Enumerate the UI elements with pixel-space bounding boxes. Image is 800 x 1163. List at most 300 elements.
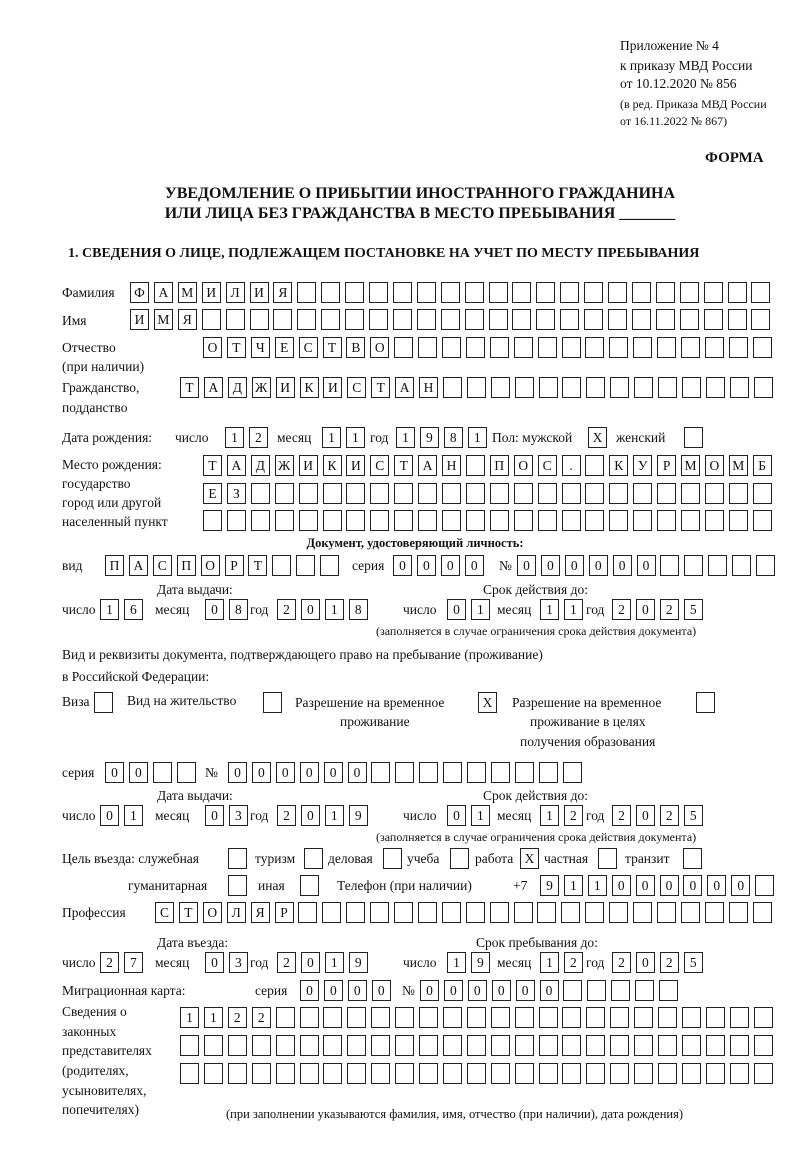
char-cell[interactable] (610, 1035, 629, 1056)
char-cell[interactable] (585, 902, 604, 923)
char-cell[interactable] (203, 510, 222, 531)
char-cell[interactable] (585, 510, 604, 531)
char-cell[interactable] (300, 1035, 319, 1056)
char-cell[interactable]: С (155, 902, 174, 923)
char-cell[interactable] (394, 483, 413, 504)
char-cell[interactable]: А (129, 555, 148, 576)
char-cell[interactable] (586, 1035, 605, 1056)
char-cell[interactable]: 1 (468, 427, 487, 448)
char-cell[interactable] (514, 483, 533, 504)
char-cell[interactable]: М (154, 309, 173, 330)
char-cell[interactable]: 0 (707, 875, 726, 896)
checkbox-cell[interactable] (263, 692, 282, 713)
char-cell[interactable] (632, 282, 651, 303)
char-cell[interactable] (681, 337, 700, 358)
char-cell[interactable] (419, 1035, 438, 1056)
char-cell[interactable] (345, 282, 364, 303)
char-cell[interactable] (635, 980, 654, 1001)
char-cell[interactable] (298, 902, 317, 923)
char-cell[interactable]: Т (248, 555, 267, 576)
char-cell[interactable]: 1 (325, 599, 344, 620)
char-cell[interactable] (393, 309, 412, 330)
char-cell[interactable] (560, 282, 579, 303)
char-cell[interactable]: 0 (731, 875, 750, 896)
char-cell[interactable] (300, 1063, 319, 1084)
char-cell[interactable] (680, 282, 699, 303)
char-cell[interactable] (419, 762, 438, 783)
char-cell[interactable]: 0 (301, 599, 320, 620)
char-cell[interactable] (706, 1063, 725, 1084)
char-cell[interactable]: 1 (564, 875, 583, 896)
char-cell[interactable] (730, 1063, 749, 1084)
char-cell[interactable]: Р (657, 455, 676, 476)
char-cell[interactable]: 7 (124, 952, 143, 973)
char-cell[interactable]: А (418, 455, 437, 476)
char-cell[interactable] (660, 555, 679, 576)
char-cell[interactable] (395, 1063, 414, 1084)
char-cell[interactable] (370, 510, 389, 531)
char-cell[interactable] (515, 1007, 534, 1028)
char-cell[interactable]: 0 (324, 980, 343, 1001)
char-cell[interactable] (539, 377, 558, 398)
char-cell[interactable] (394, 902, 413, 923)
char-cell[interactable] (180, 1035, 199, 1056)
char-cell[interactable] (633, 337, 652, 358)
checkbox-cell[interactable] (450, 848, 469, 869)
char-cell[interactable]: М (729, 455, 748, 476)
char-cell[interactable] (634, 377, 653, 398)
char-cell[interactable]: 0 (565, 555, 584, 576)
char-cell[interactable]: 0 (105, 762, 124, 783)
char-cell[interactable] (609, 902, 628, 923)
char-cell[interactable] (370, 483, 389, 504)
char-cell[interactable] (657, 902, 676, 923)
char-cell[interactable] (228, 1035, 247, 1056)
char-cell[interactable]: С (153, 555, 172, 576)
char-cell[interactable] (704, 309, 723, 330)
char-cell[interactable] (177, 762, 196, 783)
char-cell[interactable]: К (323, 455, 342, 476)
char-cell[interactable] (204, 1035, 223, 1056)
char-cell[interactable] (276, 1035, 295, 1056)
char-cell[interactable]: 2 (660, 805, 679, 826)
char-cell[interactable] (609, 483, 628, 504)
checkbox-cell[interactable]: X (520, 848, 539, 869)
char-cell[interactable] (491, 1035, 510, 1056)
char-cell[interactable] (536, 309, 555, 330)
char-cell[interactable]: 1 (396, 427, 415, 448)
char-cell[interactable] (706, 1007, 725, 1028)
char-cell[interactable] (587, 980, 606, 1001)
char-cell[interactable]: 0 (516, 980, 535, 1001)
char-cell[interactable]: 0 (252, 762, 271, 783)
char-cell[interactable]: 1 (124, 805, 143, 826)
char-cell[interactable]: 0 (205, 599, 224, 620)
char-cell[interactable] (395, 1035, 414, 1056)
char-cell[interactable] (658, 377, 677, 398)
char-cell[interactable] (297, 309, 316, 330)
char-cell[interactable]: 0 (300, 762, 319, 783)
char-cell[interactable] (538, 337, 557, 358)
char-cell[interactable] (490, 902, 509, 923)
checkbox-cell[interactable] (304, 848, 323, 869)
char-cell[interactable] (323, 1007, 342, 1028)
char-cell[interactable] (491, 1063, 510, 1084)
char-cell[interactable] (346, 902, 365, 923)
char-cell[interactable]: И (323, 377, 342, 398)
char-cell[interactable]: М (681, 455, 700, 476)
char-cell[interactable] (514, 337, 533, 358)
char-cell[interactable]: Т (227, 337, 246, 358)
char-cell[interactable] (515, 1063, 534, 1084)
char-cell[interactable]: 3 (229, 805, 248, 826)
char-cell[interactable]: 1 (346, 427, 365, 448)
char-cell[interactable] (419, 1007, 438, 1028)
char-cell[interactable]: 0 (276, 762, 295, 783)
char-cell[interactable] (681, 902, 700, 923)
char-cell[interactable] (442, 902, 461, 923)
char-cell[interactable]: 2 (660, 952, 679, 973)
char-cell[interactable] (272, 555, 291, 576)
char-cell[interactable] (442, 510, 461, 531)
char-cell[interactable] (395, 762, 414, 783)
char-cell[interactable]: Я (273, 282, 292, 303)
char-cell[interactable] (296, 555, 315, 576)
char-cell[interactable]: 0 (372, 980, 391, 1001)
checkbox-cell[interactable] (300, 875, 319, 896)
char-cell[interactable]: 0 (301, 952, 320, 973)
char-cell[interactable]: 1 (325, 805, 344, 826)
char-cell[interactable] (756, 555, 775, 576)
char-cell[interactable] (467, 1035, 486, 1056)
char-cell[interactable] (395, 1007, 414, 1028)
char-cell[interactable] (275, 483, 294, 504)
char-cell[interactable] (753, 902, 772, 923)
char-cell[interactable] (658, 1035, 677, 1056)
char-cell[interactable]: С (347, 377, 366, 398)
char-cell[interactable] (562, 377, 581, 398)
char-cell[interactable]: П (490, 455, 509, 476)
char-cell[interactable]: 0 (348, 762, 367, 783)
char-cell[interactable] (297, 282, 316, 303)
char-cell[interactable] (465, 309, 484, 330)
char-cell[interactable] (321, 309, 340, 330)
char-cell[interactable] (273, 309, 292, 330)
char-cell[interactable]: 0 (683, 875, 702, 896)
char-cell[interactable] (586, 1007, 605, 1028)
char-cell[interactable] (705, 510, 724, 531)
char-cell[interactable]: 1 (204, 1007, 223, 1028)
char-cell[interactable] (467, 762, 486, 783)
char-cell[interactable]: 0 (228, 762, 247, 783)
char-cell[interactable]: 0 (660, 875, 679, 896)
char-cell[interactable]: 0 (517, 555, 536, 576)
char-cell[interactable]: Д (251, 455, 270, 476)
char-cell[interactable]: Ф (130, 282, 149, 303)
char-cell[interactable]: 0 (348, 980, 367, 1001)
char-cell[interactable] (467, 377, 486, 398)
char-cell[interactable]: 2 (277, 952, 296, 973)
checkbox-cell[interactable] (228, 848, 247, 869)
char-cell[interactable]: С (299, 337, 318, 358)
checkbox-cell[interactable] (598, 848, 617, 869)
char-cell[interactable] (371, 762, 390, 783)
char-cell[interactable] (466, 902, 485, 923)
char-cell[interactable]: И (202, 282, 221, 303)
char-cell[interactable] (634, 1007, 653, 1028)
char-cell[interactable]: 1 (540, 599, 559, 620)
char-cell[interactable] (658, 1063, 677, 1084)
char-cell[interactable]: 0 (393, 555, 412, 576)
char-cell[interactable]: 0 (468, 980, 487, 1001)
char-cell[interactable] (539, 1007, 558, 1028)
char-cell[interactable]: 8 (444, 427, 463, 448)
char-cell[interactable]: 1 (322, 427, 341, 448)
char-cell[interactable]: 0 (465, 555, 484, 576)
char-cell[interactable] (321, 282, 340, 303)
char-cell[interactable] (467, 1007, 486, 1028)
char-cell[interactable]: 0 (447, 805, 466, 826)
char-cell[interactable]: С (538, 455, 557, 476)
char-cell[interactable] (754, 377, 773, 398)
char-cell[interactable] (561, 902, 580, 923)
char-cell[interactable]: В (346, 337, 365, 358)
char-cell[interactable] (560, 309, 579, 330)
char-cell[interactable]: Я (178, 309, 197, 330)
char-cell[interactable] (656, 282, 675, 303)
char-cell[interactable] (323, 510, 342, 531)
checkbox-cell[interactable] (228, 875, 247, 896)
char-cell[interactable] (514, 902, 533, 923)
char-cell[interactable] (609, 510, 628, 531)
char-cell[interactable] (346, 510, 365, 531)
char-cell[interactable] (369, 309, 388, 330)
char-cell[interactable] (610, 1007, 629, 1028)
char-cell[interactable]: А (395, 377, 414, 398)
char-cell[interactable] (704, 282, 723, 303)
char-cell[interactable] (538, 483, 557, 504)
char-cell[interactable] (684, 555, 703, 576)
char-cell[interactable] (251, 510, 270, 531)
char-cell[interactable]: 0 (541, 555, 560, 576)
char-cell[interactable] (753, 337, 772, 358)
char-cell[interactable]: 2 (660, 599, 679, 620)
char-cell[interactable]: М (178, 282, 197, 303)
char-cell[interactable]: 9 (540, 875, 559, 896)
checkbox-cell[interactable] (683, 848, 702, 869)
char-cell[interactable] (754, 1035, 773, 1056)
char-cell[interactable]: Е (275, 337, 294, 358)
char-cell[interactable] (489, 309, 508, 330)
char-cell[interactable] (608, 309, 627, 330)
char-cell[interactable] (729, 337, 748, 358)
char-cell[interactable] (634, 1035, 653, 1056)
char-cell[interactable]: Я (251, 902, 270, 923)
char-cell[interactable]: 2 (564, 805, 583, 826)
char-cell[interactable] (252, 1035, 271, 1056)
char-cell[interactable]: Д (228, 377, 247, 398)
char-cell[interactable] (347, 1007, 366, 1028)
char-cell[interactable] (658, 1007, 677, 1028)
char-cell[interactable] (466, 337, 485, 358)
char-cell[interactable] (681, 483, 700, 504)
char-cell[interactable]: 5 (684, 805, 703, 826)
char-cell[interactable] (730, 1035, 749, 1056)
char-cell[interactable]: И (250, 282, 269, 303)
char-cell[interactable]: 0 (300, 980, 319, 1001)
char-cell[interactable]: И (130, 309, 149, 330)
char-cell[interactable]: Т (180, 377, 199, 398)
char-cell[interactable] (417, 309, 436, 330)
char-cell[interactable] (418, 510, 437, 531)
char-cell[interactable]: 1 (471, 599, 490, 620)
char-cell[interactable] (345, 309, 364, 330)
char-cell[interactable]: 9 (349, 952, 368, 973)
char-cell[interactable] (634, 1063, 653, 1084)
char-cell[interactable]: 0 (447, 599, 466, 620)
char-cell[interactable] (299, 510, 318, 531)
char-cell[interactable] (180, 1063, 199, 1084)
char-cell[interactable] (633, 902, 652, 923)
char-cell[interactable]: П (177, 555, 196, 576)
char-cell[interactable] (371, 1063, 390, 1084)
char-cell[interactable]: 5 (684, 952, 703, 973)
char-cell[interactable]: Р (275, 902, 294, 923)
char-cell[interactable]: 0 (636, 952, 655, 973)
char-cell[interactable] (730, 1007, 749, 1028)
char-cell[interactable]: 9 (471, 952, 490, 973)
char-cell[interactable]: О (370, 337, 389, 358)
char-cell[interactable] (562, 510, 581, 531)
char-cell[interactable] (536, 282, 555, 303)
char-cell[interactable] (632, 309, 651, 330)
char-cell[interactable] (465, 282, 484, 303)
char-cell[interactable] (753, 483, 772, 504)
char-cell[interactable] (755, 875, 774, 896)
char-cell[interactable] (490, 337, 509, 358)
char-cell[interactable]: 1 (540, 952, 559, 973)
char-cell[interactable] (491, 377, 510, 398)
char-cell[interactable] (323, 483, 342, 504)
char-cell[interactable] (562, 483, 581, 504)
char-cell[interactable] (585, 483, 604, 504)
char-cell[interactable]: Л (226, 282, 245, 303)
char-cell[interactable]: Р (225, 555, 244, 576)
char-cell[interactable] (753, 510, 772, 531)
char-cell[interactable] (491, 1007, 510, 1028)
char-cell[interactable] (610, 1063, 629, 1084)
char-cell[interactable] (226, 309, 245, 330)
char-cell[interactable] (657, 510, 676, 531)
char-cell[interactable] (369, 282, 388, 303)
char-cell[interactable] (539, 1035, 558, 1056)
char-cell[interactable] (466, 483, 485, 504)
char-cell[interactable]: Л (227, 902, 246, 923)
char-cell[interactable] (729, 902, 748, 923)
char-cell[interactable] (609, 337, 628, 358)
char-cell[interactable]: Н (419, 377, 438, 398)
char-cell[interactable]: 0 (612, 875, 631, 896)
char-cell[interactable] (705, 902, 724, 923)
char-cell[interactable]: 0 (417, 555, 436, 576)
char-cell[interactable] (250, 309, 269, 330)
char-cell[interactable] (754, 1063, 773, 1084)
char-cell[interactable] (202, 309, 221, 330)
char-cell[interactable]: 2 (612, 952, 631, 973)
char-cell[interactable]: 0 (301, 805, 320, 826)
char-cell[interactable]: А (227, 455, 246, 476)
char-cell[interactable] (251, 483, 270, 504)
char-cell[interactable] (562, 337, 581, 358)
char-cell[interactable]: 0 (129, 762, 148, 783)
char-cell[interactable] (252, 1063, 271, 1084)
checkbox-cell[interactable]: X (478, 692, 497, 713)
char-cell[interactable] (441, 309, 460, 330)
char-cell[interactable] (227, 510, 246, 531)
char-cell[interactable] (681, 510, 700, 531)
char-cell[interactable]: 2 (612, 805, 631, 826)
char-cell[interactable]: 0 (636, 599, 655, 620)
char-cell[interactable]: Т (203, 455, 222, 476)
char-cell[interactable] (682, 377, 701, 398)
char-cell[interactable] (729, 483, 748, 504)
char-cell[interactable]: 1 (447, 952, 466, 973)
char-cell[interactable] (515, 762, 534, 783)
char-cell[interactable] (204, 1063, 223, 1084)
char-cell[interactable] (610, 377, 629, 398)
char-cell[interactable] (276, 1007, 295, 1028)
char-cell[interactable]: 0 (420, 980, 439, 1001)
char-cell[interactable] (708, 555, 727, 576)
char-cell[interactable] (585, 337, 604, 358)
char-cell[interactable] (562, 1063, 581, 1084)
char-cell[interactable] (323, 1035, 342, 1056)
char-cell[interactable] (443, 377, 462, 398)
char-cell[interactable] (347, 1063, 366, 1084)
char-cell[interactable] (418, 337, 437, 358)
char-cell[interactable]: 1 (540, 805, 559, 826)
char-cell[interactable]: 0 (636, 875, 655, 896)
char-cell[interactable] (751, 309, 770, 330)
char-cell[interactable] (443, 1007, 462, 1028)
char-cell[interactable] (537, 902, 556, 923)
char-cell[interactable] (563, 980, 582, 1001)
char-cell[interactable]: 1 (588, 875, 607, 896)
char-cell[interactable]: 8 (229, 599, 248, 620)
char-cell[interactable] (659, 980, 678, 1001)
char-cell[interactable] (394, 510, 413, 531)
char-cell[interactable]: 1 (100, 599, 119, 620)
char-cell[interactable] (370, 902, 389, 923)
char-cell[interactable]: 0 (205, 952, 224, 973)
char-cell[interactable] (443, 1063, 462, 1084)
char-cell[interactable] (466, 455, 485, 476)
char-cell[interactable] (419, 1063, 438, 1084)
char-cell[interactable]: 2 (252, 1007, 271, 1028)
char-cell[interactable] (728, 309, 747, 330)
char-cell[interactable] (442, 483, 461, 504)
char-cell[interactable]: Ч (251, 337, 270, 358)
char-cell[interactable] (584, 309, 603, 330)
char-cell[interactable]: 0 (613, 555, 632, 576)
char-cell[interactable] (489, 282, 508, 303)
char-cell[interactable]: К (300, 377, 319, 398)
char-cell[interactable]: 5 (684, 599, 703, 620)
char-cell[interactable] (682, 1007, 701, 1028)
checkbox-cell[interactable] (696, 692, 715, 713)
char-cell[interactable] (418, 902, 437, 923)
char-cell[interactable] (562, 1007, 581, 1028)
